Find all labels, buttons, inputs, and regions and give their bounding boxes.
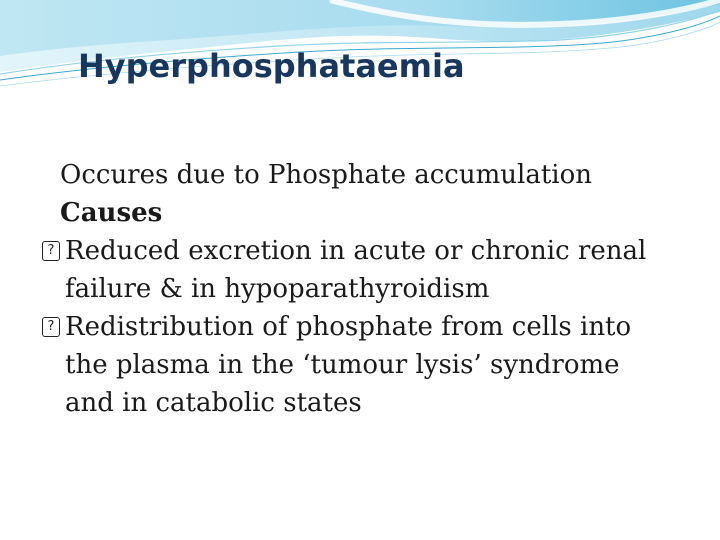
bullet-line: the plasma in the ‘tumour lysis’ syndrome: [65, 350, 620, 380]
intro-text: Occures due to Phosphate accumulation: [60, 160, 592, 190]
bullet-glyph-icon: ?: [42, 317, 60, 337]
bullet-item-reduced-excretion: [47, 232, 700, 308]
slide-body: [47, 156, 700, 422]
causes-heading: Causes: [60, 198, 163, 228]
slide-title: Hyperphosphataemia: [78, 47, 465, 85]
bullet-item-redistribution: [47, 308, 700, 422]
bullet-line: failure & in hypoparathyroidism: [65, 274, 490, 304]
bullet-line: Reduced excretion in acute or chronic renal: [65, 236, 647, 266]
bullet-line: Redistribution of phosphate from cells into: [65, 312, 632, 342]
bullet-glyph-icon: ?: [42, 241, 60, 261]
bullet-line: and in catabolic states: [65, 388, 362, 418]
